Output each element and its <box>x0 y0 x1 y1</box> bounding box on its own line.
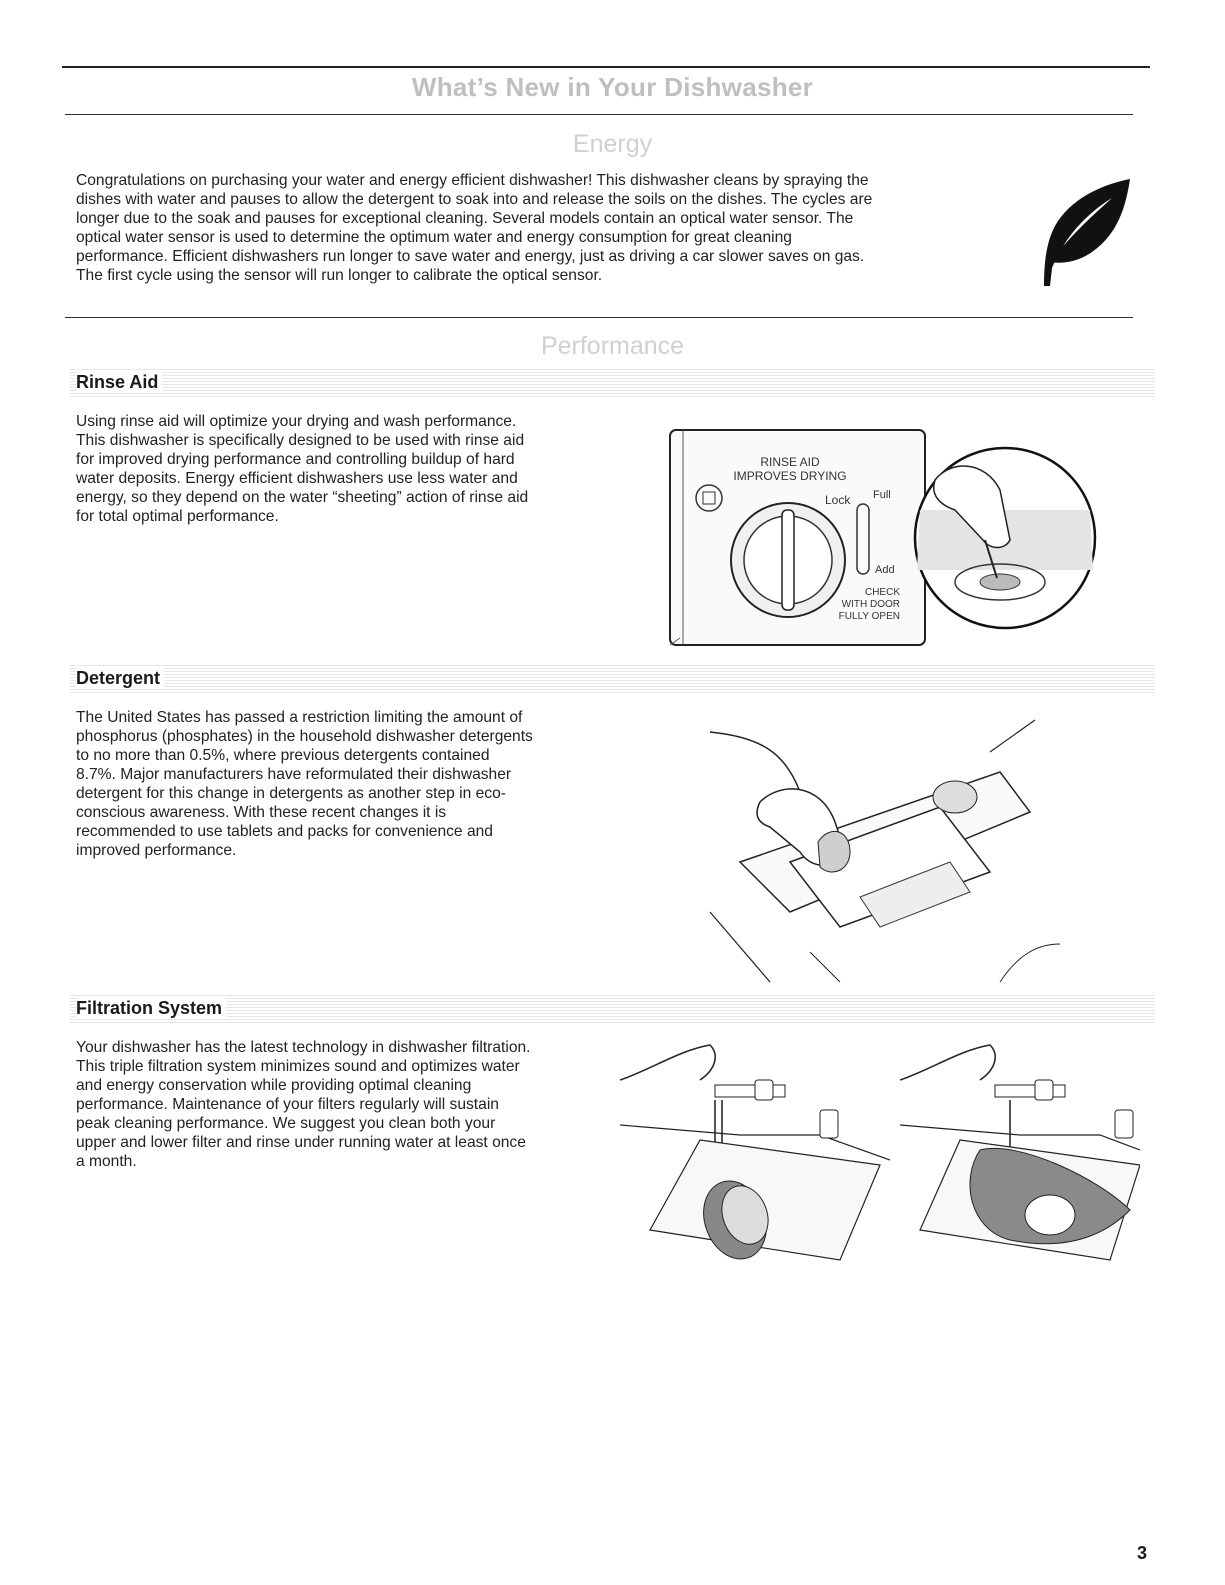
energy-paragraph <box>76 171 1036 285</box>
rinse-aid-line: for improved drying performance and controlling buildup of hard <box>76 451 515 468</box>
energy-line: performance. Efficient dishwashers run longer to save water and energy, just as driving a car slower saves on gas. <box>76 248 865 265</box>
energy-line: optical water sensor is used to determine the optimum water and energy consumption for great cleaning <box>76 229 792 246</box>
detergent-line: detergent for this change in detergents as another step in eco- <box>76 785 506 802</box>
check-label-3: FULLY OPEN <box>838 611 900 622</box>
detergent-line: The United States has passed a restriction limiting the amount of <box>76 709 523 726</box>
performance-rule <box>65 317 1133 318</box>
filtration-line: a month. <box>76 1153 137 1170</box>
rinse-aid-heading-bar <box>70 369 1155 399</box>
detergent-heading: Detergent <box>76 668 164 689</box>
rinse-aid-paragraph <box>76 412 616 526</box>
filtration-line: Your dishwasher has the latest technology in dishwasher filtration. <box>76 1039 531 1056</box>
rinse-aid-line: Using rinse aid will optimize your drying and wash performance. <box>76 413 517 430</box>
filtration-line: peak cleaning performance. We suggest you clean both your <box>76 1115 496 1132</box>
upper-filter-rinse-illustration <box>620 1040 890 1270</box>
detergent-paragraph <box>76 708 616 860</box>
detergent-heading-bar <box>70 665 1155 695</box>
filtration-heading: Filtration System <box>76 998 226 1019</box>
detergent-dispenser-illustration <box>700 712 1070 992</box>
detergent-line: 8.7%. Major manufacturers have reformulated their dishwasher <box>76 766 512 783</box>
leaf-icon <box>1030 176 1140 288</box>
detergent-line: phosphorus (phosphates) in the household dishwasher detergents <box>76 728 533 745</box>
energy-line: The first cycle using the sensor will run longer to calibrate the optical sensor. <box>76 267 603 284</box>
detergent-line: improved performance. <box>76 842 237 859</box>
energy-heading: Energy <box>572 130 653 158</box>
rinse-aid-heading: Rinse Aid <box>76 372 162 393</box>
rinse-aid-line: water deposits. Energy efficient dishwashers use less water and <box>76 470 518 487</box>
energy-line: dishes with water and pauses to allow the detergent to soak into and release the soils on the dishes. The cycles are <box>76 191 873 208</box>
full-label: Full <box>873 489 891 501</box>
detergent-line: recommended to use tablets and packs for convenience and <box>76 823 493 840</box>
rinse-aid-label-1: RINSE AID <box>760 455 820 469</box>
detergent-line: to no more than 0.5%, where previous detergents contained <box>76 747 490 764</box>
performance-heading: Performance <box>540 332 685 360</box>
rinse-aid-dispenser-illustration <box>665 420 1105 660</box>
filtration-line: upper and lower filter and rinse under running water at least once <box>76 1134 526 1151</box>
filtration-paragraph <box>76 1038 616 1171</box>
rinse-aid-line: energy, so they depend on the water “sheeting” action of rinse aid <box>76 489 529 506</box>
energy-line: longer due to the soak and pauses for exceptional cleaning. Several models contain an optical water sensor. The <box>76 210 854 227</box>
page-title: What’s New in Your Dishwasher <box>411 72 814 102</box>
filtration-line: performance. Maintenance of your filters regularly will sustain <box>76 1096 499 1113</box>
filtration-heading-bar <box>70 995 1155 1025</box>
check-label-1: CHECK <box>864 587 900 598</box>
filtration-line: This triple filtration system minimizes sound and optimizes water <box>76 1058 520 1075</box>
page-number: 3 <box>1136 1543 1147 1563</box>
detergent-line: conscious awareness. With these recent changes it is <box>76 804 447 821</box>
lock-label: Lock <box>825 493 851 507</box>
top-rule <box>62 66 1150 68</box>
lower-filter-rinse-illustration <box>900 1040 1140 1270</box>
add-label: Add <box>875 564 895 576</box>
energy-line: Congratulations on purchasing your water and energy efficient dishwasher! This dishwasher cleans by spraying the <box>76 172 869 189</box>
filtration-line: and energy conservation while providing optimal cleaning <box>76 1077 472 1094</box>
rinse-aid-line: for total optimal performance. <box>76 508 279 525</box>
rinse-aid-line: This dishwasher is specifically designed to be used with rinse aid <box>76 432 525 449</box>
rinse-aid-label-2: IMPROVES DRYING <box>733 469 847 483</box>
check-label-2: WITH DOOR <box>841 599 900 610</box>
title-underline <box>65 114 1133 115</box>
